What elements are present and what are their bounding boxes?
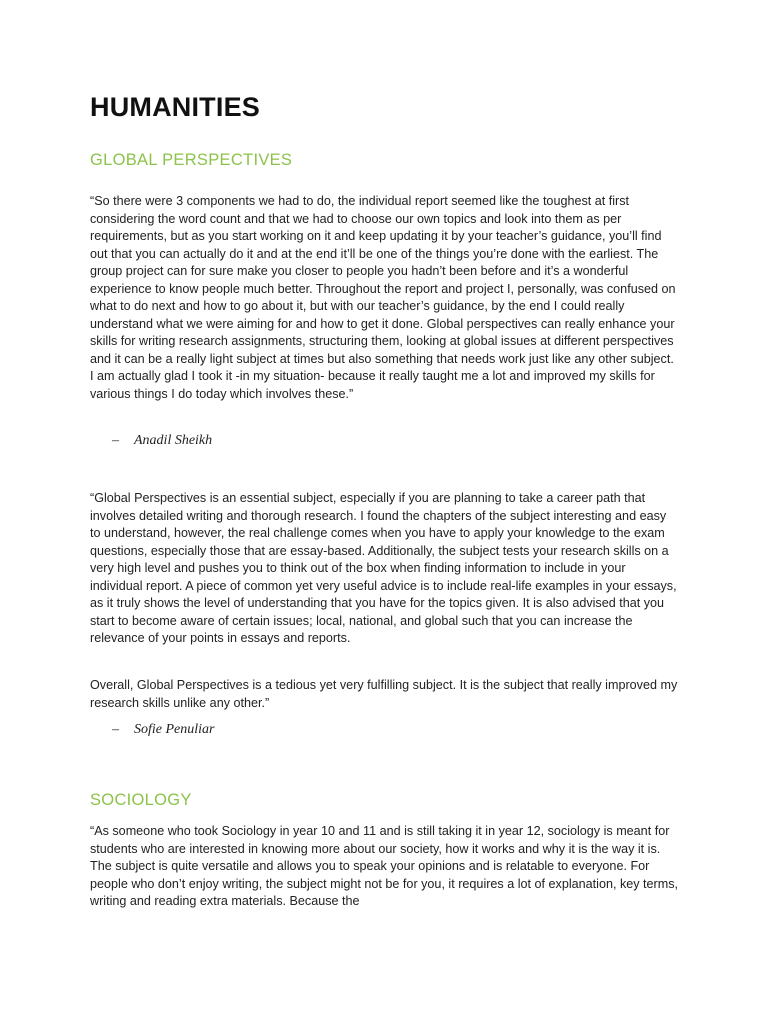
section-heading-sociology: SOCIOLOGY (90, 791, 192, 809)
page-title: HUMANITIES (90, 92, 260, 122)
testimonial-quote-sociology: “As someone who took Sociology in year 10 and 11 and is still taking it in year 12, sociology is meant for students who are interested in knowing more about our society, how it works and why it is the way it is. The subject is quite versatile and allows you to speak your opinions and is relatable to everyone. For people who don’t enjoy writing, the subject might not be for you, it requires a lot of explanation, key terms, writing and reading extra materials. Because the (90, 824, 679, 908)
bullet-dash: – (112, 722, 119, 737)
testimonial-quote-anadil: “So there were 3 components we had to do, the individual report seemed like the toughest at first considering the word count and that we had to choose our own topics and look into them as per requirements, but as you start working on it and keep updating it by your teacher’s guidance, you’ll find out that you can actually do it and at the end it’ll be one of the things you’re done with the earliest. The group project can for sure make you closer to people you hadn’t been before and it’s a wonderful experience to know people much better. Throughout the report and project I, personally, was confused on what to do next and how to go about it, but with our teacher’s guidance, by the end I could really understand what we were aiming for and how to get it done. Global perspectives can really enhance your skills for writing research assignments, structuring them, looking at global issues at different perspectives and it can be a really light subject at times but also something that needs work just like any other subject. I am actually glad I took it -in my situation- because it really taught me a lot and improved my skills for various things I do today which involves these.” (90, 194, 676, 401)
testimonial-quote-sofie-part2: Overall, Global Perspectives is a tedious yet very fulfilling subject. It is the subject that really improved my research skills unlike any other.” (90, 678, 678, 710)
author-name: Anadil Sheikh (134, 433, 213, 448)
section-heading-global-perspectives: GLOBAL PERSPECTIVES (90, 151, 293, 169)
bullet-dash: – (112, 433, 119, 448)
testimonial-author-anadil (112, 433, 212, 449)
testimonial-quote-sofie-part1: “Global Perspectives is an essential subject, especially if you are planning to take a career path that involves detailed writing and thorough research. I found the chapters of the subject interesting and easy to understand, however, the real challenge comes when you have to apply your knowledge to the exam questions, especially those that are essay-based. Additionally, the subject tests your research skills on a very high level and pushes you to think out of the box when finding information to include in your individual report. A piece of common yet very useful advice is to include real-life examples in your essays, as it truly shows the level of understanding that you have for the topics given. It is also advised that you start to become aware of certain issues; local, national, and global such that you can increase the relevance of your points in essays and reports. (90, 491, 677, 645)
testimonial-author-sofie (112, 722, 215, 738)
author-name: Sofie Penuliar (134, 722, 215, 737)
